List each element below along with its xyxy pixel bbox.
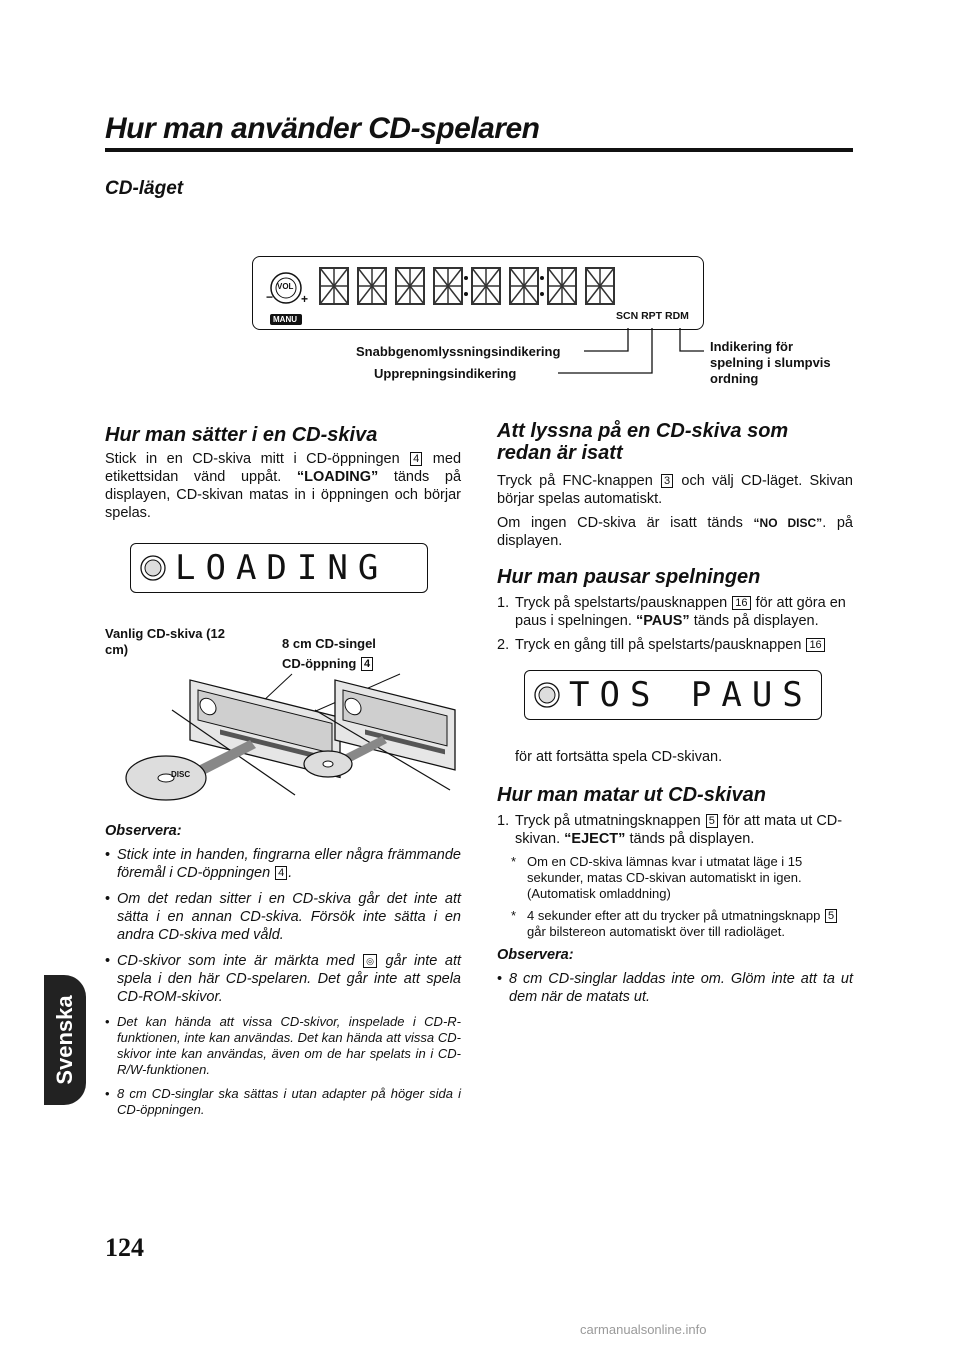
insert-paragraph: Stick in en CD-skiva mitt i CD-öppningen 4 med etikettsidan vänd uppåt. “LOADING” tänds på displayen, CD-skivan matas in i öppningen och börjar spelas. (105, 451, 462, 521)
note-item: • 8 cm CD-singlar ska sättas i utan adapter på höger sida i CD-öppningen. (105, 1086, 461, 1118)
note-item: • Det kan hända att vissa CD-skivor, inspelade i CD-R-funktionen, inte kan användas. Det kan hända att vissa CD-skivor inte kan användas, även om de har spelats in i CD-R/W-funktionen. (105, 1014, 461, 1078)
left-column (105, 424, 461, 528)
key-5: 5 (825, 909, 837, 923)
vol-knob-icon (139, 554, 169, 584)
compact-disc-logo-icon: ◎ (363, 954, 377, 968)
vol-plus: + (301, 292, 309, 306)
section-subtitle: CD-läget (105, 178, 184, 199)
right-column-lower (497, 748, 853, 1014)
disc-logo-on-cd: DISC (171, 770, 191, 779)
heading-pause: Hur man pausar spelningen (497, 566, 761, 588)
note-item: • Stick inte in handen, fingrarna eller några främmande föremål i CD-öppningen 4 . (105, 846, 461, 882)
label-scan-indicator: Snabbgenomlyssningsindikering (356, 344, 561, 359)
label-normal-disc: Vanlig CD-skiva (12 cm) (105, 626, 225, 657)
label-cd-slot: CD-öppning 4 (282, 656, 374, 672)
key-4: 4 (410, 452, 422, 466)
pause-steps (497, 594, 853, 654)
heading-insert: Hur man sätter i en CD-skiva (105, 424, 378, 446)
note-item: • CD-skivor som inte är märkta med ◎ går inte att spela i den här CD-spelaren. Det går inte att spela CD-ROM-skivor. (105, 952, 461, 1006)
eject-step-1: 1. Tryck på utmatningsknappen 5 för att mata ut CD-skivan. “EJECT” tänds på displayen. (497, 813, 843, 847)
eject-steps (497, 812, 853, 848)
label-random-indicator: Indikering för spelning i slumpvis ordning (710, 339, 831, 386)
key-4: 4 (361, 657, 373, 671)
pause-step-1: 1. Tryck på spelstarts/pausknappen 16 för att göra en paus i spelningen. “PAUS” tänds på displayen. (497, 595, 846, 629)
cd-insert-illustration (120, 670, 460, 805)
right-column (497, 420, 853, 660)
pause-step-2: 2. Tryck en gång till på spelstarts/pausknappen 16 (497, 636, 853, 654)
watermark: carmanualsonline.info (580, 1322, 707, 1337)
indicator-labels: SCN RPT RDM (616, 310, 689, 322)
eject-note-2: * 4 sekunder efter att du trycker på utmatningsknapp 5 går bilstereon automatiskt över till radioläget. (497, 908, 853, 940)
page-title: Hur man använder CD-spelaren (105, 112, 540, 145)
label-single-disc: 8 cm CD-singel (282, 636, 376, 651)
vol-knob-icon (533, 681, 563, 711)
manu-label: MANU (273, 315, 297, 324)
note-item: • 8 cm CD-singlar laddas inte om. Glöm inte att ta ut dem när de matats ut. (497, 970, 853, 1006)
heading-listen: Att lyssna på en CD-skiva som redan är isatt (497, 420, 789, 464)
notes-heading: Observera: (105, 823, 182, 839)
language-side-tab: Svenska (44, 975, 86, 1105)
eject-notes-heading: Observera: (497, 947, 574, 963)
heading-eject: Hur man matar ut CD-skivan (497, 784, 766, 806)
listen-paragraph-1: Tryck på FNC-knappen 3 och välj CD-läget. Skivan börjar spelas automatiskt. (497, 473, 853, 507)
eject-note-1: * Om en CD-skiva lämnas kvar i utmatat läge i 15 sekunder, matas CD-skivan automatiskt in igen. (Automatisk omladdning) (497, 854, 853, 902)
pause-after-text: för att fortsätta spela CD-skivan. (515, 749, 723, 765)
key-3: 3 (661, 474, 673, 488)
listen-paragraph-2: Om ingen CD-skiva är isatt tänds “NO DISC”. på displayen. (497, 515, 853, 549)
notes-list-small (105, 1014, 461, 1118)
note-item: • Om det redan sitter i en CD-skiva går det inte att sätta i en annan CD-skiva. Försök inte sätta i en andra CD-skiva med våld. (105, 890, 461, 944)
paus-lcd-text: TOS PAUS (569, 675, 813, 715)
vol-label: VOL (277, 282, 294, 291)
key-4: 4 (275, 866, 287, 880)
loading-display (130, 543, 428, 593)
page-number: 124 (105, 1233, 144, 1262)
vol-minus: − (266, 290, 274, 304)
key-16: 16 (806, 638, 824, 652)
key-16: 16 (732, 596, 750, 610)
eject-notes-list (497, 970, 853, 1006)
loading-lcd-text: LOADING (175, 548, 389, 588)
label-repeat-indicator: Upprepningsindikering (374, 366, 517, 381)
notes-left (105, 822, 461, 1126)
paus-display (524, 670, 822, 720)
key-5: 5 (706, 814, 718, 828)
notes-list (105, 846, 461, 1006)
